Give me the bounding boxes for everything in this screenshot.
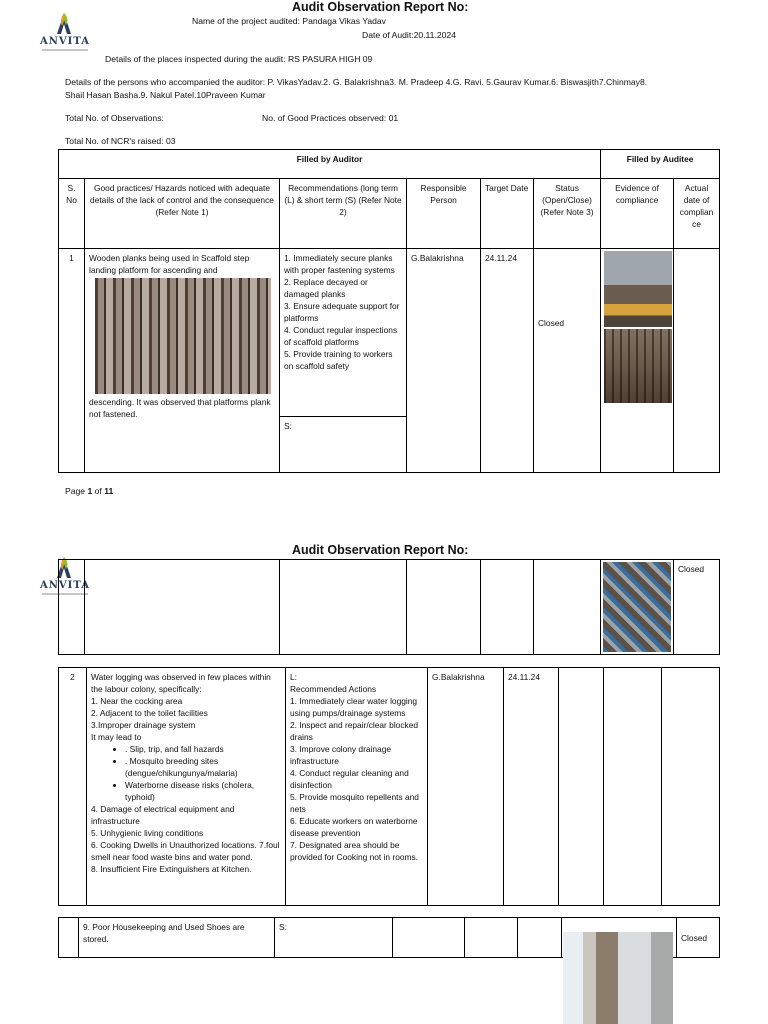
page-footer: Page 1 of 11 (65, 486, 114, 496)
cont-sno (59, 560, 85, 655)
row2-status (559, 668, 604, 906)
col-responsible: Responsible Person (407, 179, 481, 249)
row2-item-2: 2. Adjacent to the toilet facilities (91, 708, 208, 718)
row3-responsible (393, 918, 465, 958)
logo-leaf-icon (54, 12, 74, 36)
row2-bullet-2: • . Mosquito breeding sites (dengue/chikungunya/malaria) (125, 755, 281, 779)
page2-report-title: Audit Observation Report No: (292, 543, 469, 557)
row2-bullet-1: • . Slip, trip, and fall hazards (125, 743, 281, 755)
page-total: 11 (104, 486, 114, 496)
row2-rec-2: 2. Inspect and repair/clear blocked drains (290, 720, 419, 742)
row2-item-lead: It may lead to (91, 732, 142, 742)
col-status: Status (Open/Close) (Refer Note 3) (534, 179, 601, 249)
logo-tagline (42, 49, 88, 51)
row2-item-3: 3.Improper drainage system (91, 720, 196, 730)
row2-observation (87, 668, 286, 906)
row3-status (518, 918, 562, 958)
row2-more-5: 5. Unhygienic living conditions (91, 828, 204, 838)
row2-more-4: 4. Damage of electrical equipment and infrastructure (91, 804, 235, 826)
cont-recommendations (280, 560, 407, 655)
good-practices-count: No. of Good Practices observed: 01 (262, 113, 399, 123)
cont-actual-status: Closed (674, 560, 720, 655)
audit-table-continuation (58, 559, 720, 655)
cont-evidence (601, 560, 674, 655)
evidence-photo-1 (604, 251, 672, 327)
persons-line-2: Shail Hasan Basha.9. Nakul Patel.10Praveen Kumar (65, 90, 266, 100)
row2-actual-date (662, 668, 720, 906)
page-number: 1 (87, 486, 93, 496)
row2-more-8: 8. Insufficient Fire Extinguishers at Kitchen. (91, 864, 252, 874)
row2-intro: Water logging was observed in few places within the labour colony, specifically: (91, 672, 271, 694)
row1-rec-3: 3. Ensure adequate support for platforms (284, 301, 400, 323)
col-actual-date: Actual date of complian ce (674, 179, 720, 249)
row2-rec-4: 4. Conduct regular cleaning and disinfection (290, 768, 409, 790)
row1-responsible: G.Balakrishna (407, 249, 481, 473)
row2-recommendations (286, 668, 428, 906)
row1-target: 24.11.24 (481, 249, 534, 473)
row2-rec-6: 6. Educate workers on waterborne disease prevention (290, 816, 418, 838)
row2-rec-7: 7. Designated area should be provided for Cooking not in rooms. (290, 840, 419, 862)
row3-actual-status: Closed (677, 918, 720, 958)
cont-target (481, 560, 534, 655)
row1-actual-date (674, 249, 720, 473)
row1-rec-short: S: (280, 417, 407, 473)
row1-status: Closed (534, 249, 601, 473)
audit-table-page1 (58, 149, 720, 473)
cont-observation (85, 560, 280, 655)
logo-text: ANVITA (40, 36, 90, 47)
row2-evidence (604, 668, 662, 906)
housekeeping-photo (563, 932, 673, 1024)
project-name: Name of the project audited: Pandaga Vikas Yadav (192, 16, 386, 26)
filled-by-auditee: Filled by Auditee (601, 150, 720, 179)
row2-rec-l: L: (290, 672, 297, 682)
row1-observation-text-b: descending. It was observed that platforms plank not fastened. (89, 397, 271, 419)
row2-rec-1: 1. Immediately clear water logging using pumps/drainage systems (290, 696, 418, 718)
col-recommendations: Recommendations (long term (L) & short term (S) (Refer Note 2) (280, 179, 407, 249)
row1-recommendations (280, 249, 407, 417)
evidence-photo-2 (604, 329, 672, 403)
col-sno: S. No (59, 179, 85, 249)
evidence-photo-grid (603, 562, 671, 652)
row2-more-6: 6. Cooking Dwells in Unauthorized locations. 7.foul smell near food waste bins and water pond. (91, 840, 280, 862)
row1-rec-5: 5. Provide training to workers on scaffold safety (284, 349, 393, 371)
audit-table-row2 (58, 667, 720, 906)
row3-rec-short: S: (275, 918, 393, 958)
row1-evidence (601, 249, 674, 473)
col-evidence: Evidence of compliance (601, 179, 674, 249)
row3-observation: 9. Poor Housekeeping and Used Shoes are stored. (79, 918, 275, 958)
cont-status (534, 560, 601, 655)
audit-date: Date of Audit:20.11.2024 (362, 30, 456, 40)
row1-sno: 1 (59, 249, 85, 473)
row1-observation (85, 249, 280, 473)
row2-target: 24.11.24 (504, 668, 559, 906)
col-good-practices: Good practices/ Hazards noticed with adequate details of the lack of control and the consequence (Refer Note 1) (85, 179, 280, 249)
total-ncr: Total No. of NCR's raised: 03 (65, 136, 176, 146)
row2-responsible: G.Balakrishna (428, 668, 504, 906)
company-logo (40, 12, 90, 52)
page2-logo-text: ANVITA (40, 580, 90, 591)
row3-sno (59, 918, 79, 958)
filled-by-auditor: Filled by Auditor (59, 150, 601, 179)
total-observations: Total No. of Observations: (65, 113, 164, 123)
row2-bullet-3: • Waterborne disease risks (cholera, typhoid) (125, 779, 281, 803)
row2-sno: 2 (59, 668, 87, 906)
cont-responsible (407, 560, 481, 655)
col-target: Target Date (481, 179, 534, 249)
row2-item-1: 1. Near the cocking area (91, 696, 183, 706)
row3-target (465, 918, 518, 958)
scaffold-photo (95, 278, 271, 394)
row1-rec-4: 4. Conduct regular inspections of scaffold platforms (284, 325, 398, 347)
places-inspected: Details of the places inspected during the audit: RS PASURA HIGH 09 (105, 54, 373, 64)
row1-observation-text-a: Wooden planks being used in Scaffold step landing platform for ascending and (89, 253, 250, 275)
row2-rec-title: Recommended Actions (290, 684, 377, 694)
row2-rec-3: 3. Improve colony drainage infrastructure (290, 744, 392, 766)
row1-rec-1: 1. Immediately secure planks with proper fastening systems 2. Replace decayed or damaged planks (284, 253, 395, 299)
row2-rec-5: 5. Provide mosquito repellents and nets (290, 792, 419, 814)
report-title: Audit Observation Report No: (292, 0, 469, 14)
persons-line-1: Details of the persons who accompanied the auditor: P. VikasYadav.2. G. Balakrishna3. M. Pradeep 4.G. Ravi. 5.Gaurav Kumar.6. Biswasjith7.Chinmay8. (65, 77, 648, 87)
